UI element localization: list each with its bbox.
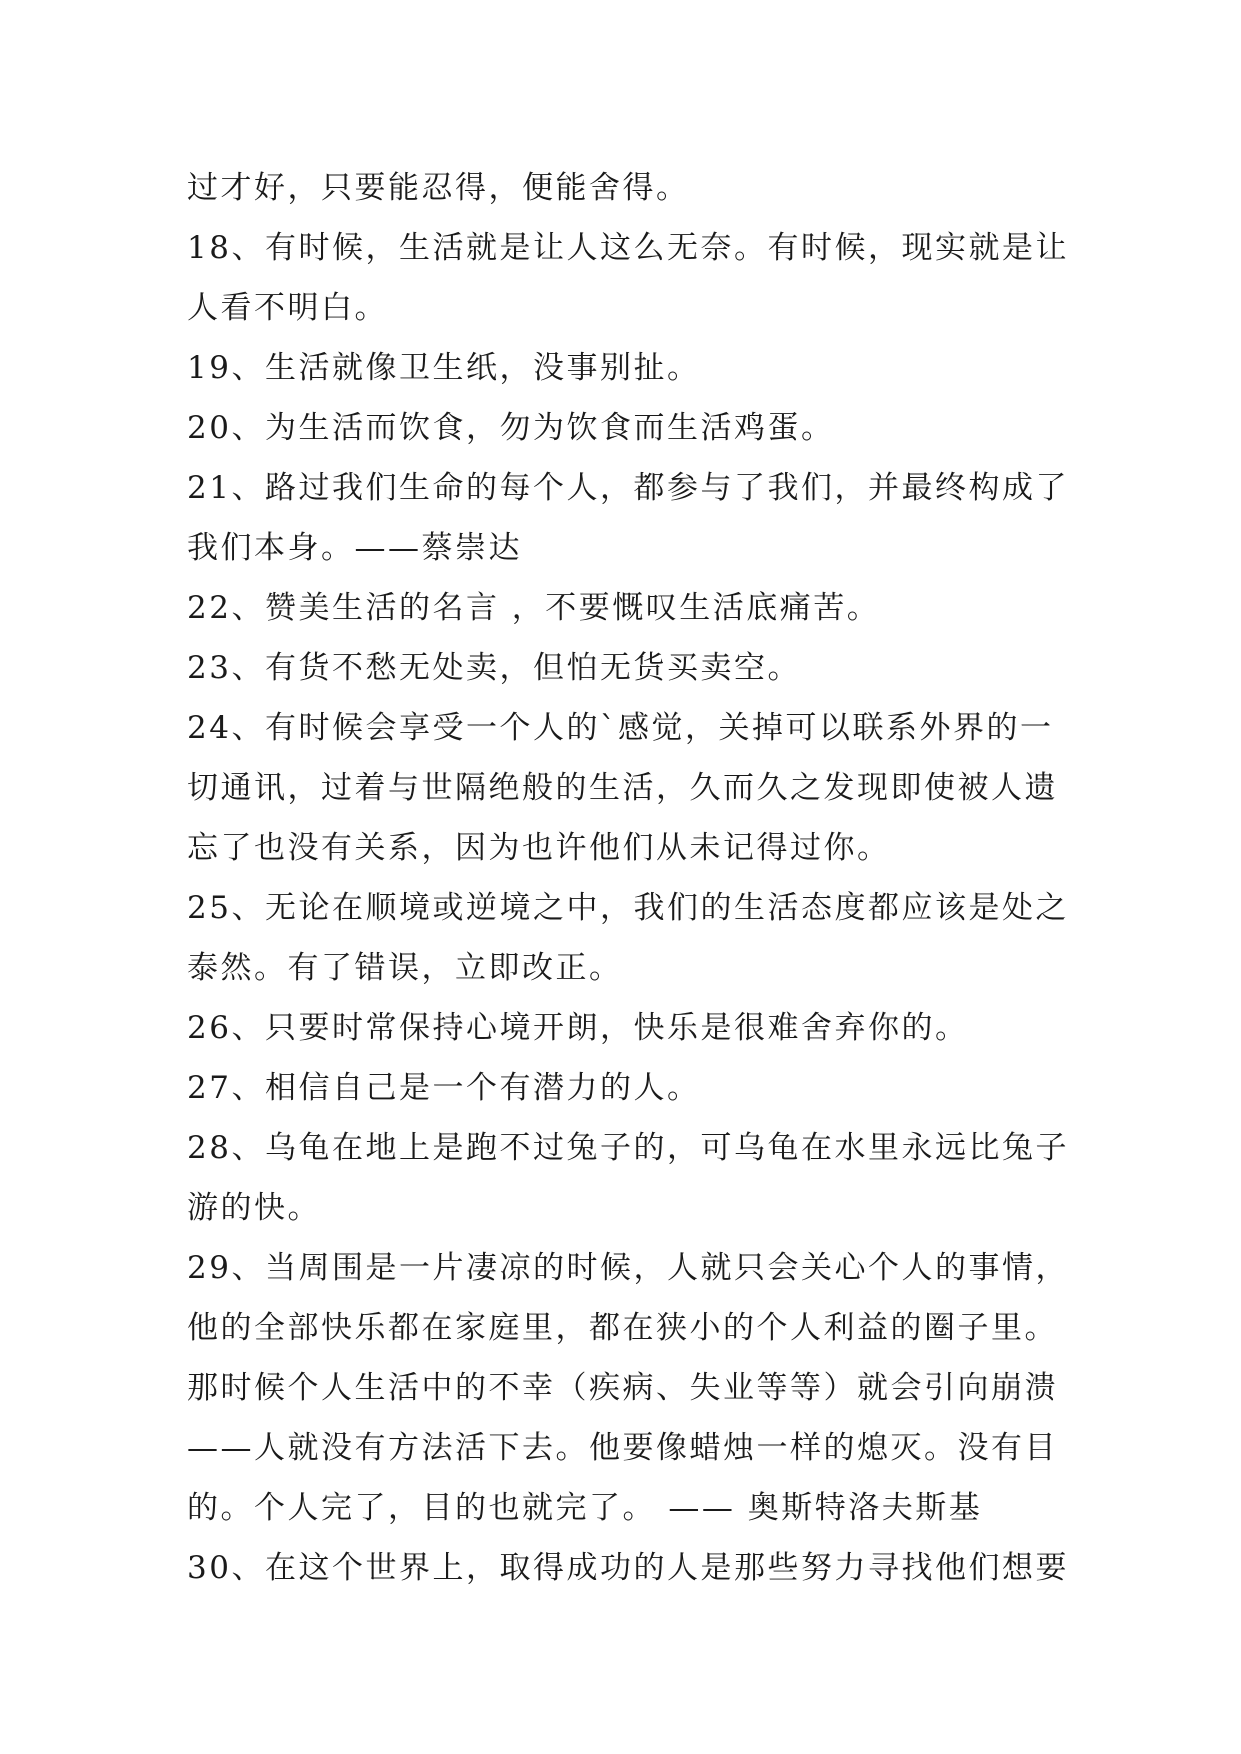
text-line: 的。个人完了，目的也就完了。 —— 奥斯特洛夫斯基 — [187, 1490, 983, 1526]
text-line: 25、无论在顺境或逆境之中，我们的生活态度都应该是处之 — [187, 890, 1069, 926]
text-line: 我们本身。——蔡崇达 — [187, 530, 522, 566]
text-line: 游的快。 — [187, 1190, 321, 1226]
text-line: 30、在这个世界上，取得成功的人是那些努力寻找他们想要 — [187, 1550, 1069, 1586]
text-line: 24、有时候会享受一个人的`感觉，关掉可以联系外界的一 — [187, 710, 1054, 746]
text-line: ——人就没有方法活下去。他要像蜡烛一样的熄灭。没有目 — [187, 1430, 1058, 1466]
text-line: 人看不明白。 — [187, 290, 388, 326]
text-line: 过才好，只要能忍得，便能舍得。 — [187, 170, 690, 206]
text-line: 22、赞美生活的名言 ，不要慨叹生活底痛苦。 — [187, 590, 881, 626]
text-line: 18、有时候，生活就是让人这么无奈。有时候，现实就是让 — [187, 230, 1069, 266]
text-line: 23、有货不愁无处卖，但怕无货买卖空。 — [187, 650, 801, 686]
text-line: 26、只要时常保持心境开朗，快乐是很难舍弃你的。 — [187, 1010, 969, 1046]
text-line: 19、生活就像卫生纸，没事别扯。 — [187, 350, 701, 386]
document-body — [187, 158, 1067, 1598]
text-line: 泰然。有了错误，立即改正。 — [187, 950, 623, 986]
text-line: 21、路过我们生命的每个人，都参与了我们，并最终构成了 — [187, 470, 1069, 506]
text-line: 那时候个人生活中的不幸（疾病、失业等等）就会引向崩溃 — [187, 1370, 1058, 1406]
text-line: 切通讯，过着与世隔绝般的生活，久而久之发现即使被人遗 — [187, 770, 1058, 806]
text-line: 28、乌龟在地上是跑不过兔子的，可乌龟在水里永远比兔子 — [187, 1130, 1069, 1166]
text-line: 27、相信自己是一个有潜力的人。 — [187, 1070, 701, 1106]
text-line: 29、当周围是一片凄凉的时候，人就只会关心个人的事情， — [187, 1250, 1069, 1286]
text-line: 20、为生活而饮食，勿为饮食而生活鸡蛋。 — [187, 410, 835, 446]
text-line: 忘了也没有关系，因为也许他们从未记得过你。 — [187, 830, 891, 866]
text-line: 他的全部快乐都在家庭里，都在狭小的个人利益的圈子里。 — [187, 1310, 1058, 1346]
